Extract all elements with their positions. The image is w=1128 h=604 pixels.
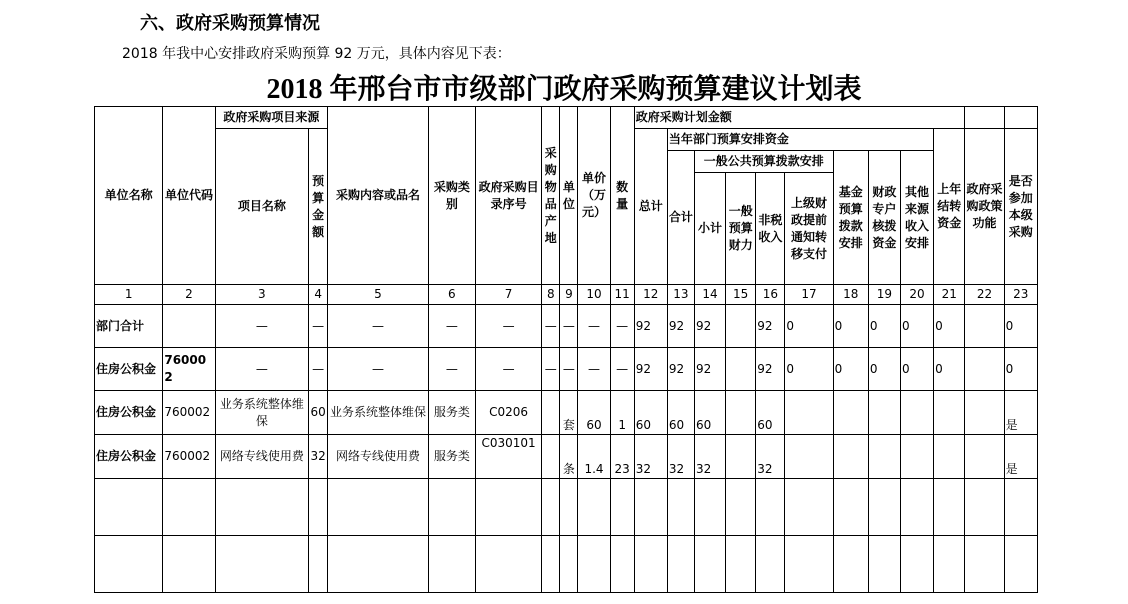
cell-non-tax: 92 [756, 348, 785, 391]
cell-policy [965, 305, 1004, 348]
empty-row [95, 536, 1038, 593]
empty-cell [328, 479, 429, 536]
cell-fund: 0 [833, 348, 868, 391]
cell-total: 32 [634, 435, 667, 479]
table-row [95, 305, 1038, 348]
empty-cell [934, 536, 965, 593]
empty-cell [785, 536, 833, 593]
empty-cell [900, 479, 933, 536]
table-row [95, 348, 1038, 391]
cell-project-name: 业务系统整体维保 [215, 391, 308, 435]
table-row [95, 435, 1038, 479]
cell-catalog: C030101 [475, 435, 541, 479]
cell-transfer: 0 [785, 305, 833, 348]
empty-cell [694, 479, 725, 536]
empty-row [95, 479, 1038, 536]
cell-unit: 条 [560, 435, 578, 479]
cell-budget: 32 [309, 435, 328, 479]
cell-fund [833, 435, 868, 479]
cell-other [900, 391, 933, 435]
empty-cell [95, 479, 163, 536]
empty-cell [756, 536, 785, 593]
empty-cell [667, 536, 694, 593]
cell-budget: — [309, 348, 328, 391]
column-number: 13 [667, 285, 694, 305]
cell-policy [965, 435, 1004, 479]
cell-general-fin [726, 435, 756, 479]
column-number: 18 [833, 285, 868, 305]
column-number: 21 [934, 285, 965, 305]
empty-cell [542, 536, 560, 593]
cell-general-fin [726, 391, 756, 435]
column-number: 2 [163, 285, 215, 305]
column-number: 10 [578, 285, 610, 305]
header-other-income: 其他来源收入安排 [900, 151, 933, 285]
empty-cell [475, 479, 541, 536]
empty-cell [726, 536, 756, 593]
section-heading: 六、政府采购预算情况 [140, 13, 320, 34]
column-number: 3 [215, 285, 308, 305]
cell-origin [542, 391, 560, 435]
cell-content: 网络专线使用费 [328, 435, 429, 479]
header-policy-function: 政府采购政策功能 [965, 129, 1004, 285]
cell-price: — [578, 348, 610, 391]
cell-carryover: 0 [934, 348, 965, 391]
cell-special [868, 391, 900, 435]
cell-non-tax: 32 [756, 435, 785, 479]
cell-qty: — [610, 305, 634, 348]
empty-cell [900, 536, 933, 593]
cell-unit-name: 住房公积金 [95, 391, 163, 435]
header-transfer: 上级财政提前通知转移支付 [785, 173, 833, 285]
header-budget-amount: 预算金额 [309, 129, 328, 285]
cell-origin: — [542, 305, 560, 348]
cell-central: 是 [1004, 435, 1037, 479]
cell-fund: 0 [833, 305, 868, 348]
cell-general-fin [726, 348, 756, 391]
header-unit-name: 单位名称 [95, 107, 163, 285]
cell-qty: 1 [610, 391, 634, 435]
cell-carryover [934, 391, 965, 435]
table-title: 2018 年邢台市市级部门政府采购预算建议计划表 [266, 74, 862, 105]
cell-other: 0 [900, 305, 933, 348]
cell-price: 60 [578, 391, 610, 435]
empty-cell [667, 479, 694, 536]
column-number: 1 [95, 285, 163, 305]
header-non-tax: 非税收入 [756, 173, 785, 285]
cell-general-fin [726, 305, 756, 348]
header-central-procurement: 是否参加本级采购 [1004, 129, 1037, 285]
empty-cell [868, 479, 900, 536]
column-number: 22 [965, 285, 1004, 305]
column-number: 6 [428, 285, 475, 305]
column-number: 8 [542, 285, 560, 305]
empty-cell [833, 479, 868, 536]
empty-cell [833, 536, 868, 593]
column-number-row [95, 285, 1038, 305]
cell-project-name: 网络专线使用费 [215, 435, 308, 479]
cell-subtotal: 92 [694, 305, 725, 348]
cell-budget: 60 [309, 391, 328, 435]
cell-category: 服务类 [428, 391, 475, 435]
empty-cell [560, 479, 578, 536]
header-general-budget-fin: 一般预算财力 [726, 173, 756, 285]
column-number: 9 [560, 285, 578, 305]
cell-carryover [934, 435, 965, 479]
header-project-source: 政府采购项目来源 [215, 107, 328, 129]
cell-unit-code: 760002 [163, 435, 215, 479]
empty-cell [309, 479, 328, 536]
cell-special: 0 [868, 348, 900, 391]
header-total: 总计 [634, 129, 667, 285]
column-number: 20 [900, 285, 933, 305]
cell-subtotal: 92 [694, 348, 725, 391]
column-number: 23 [1004, 285, 1037, 305]
header-content: 采购内容或品名 [328, 107, 429, 285]
empty-cell [726, 479, 756, 536]
cell-qty: 23 [610, 435, 634, 479]
header-quantity: 数量 [610, 107, 634, 285]
header-product-origin: 采购物品产地 [542, 107, 560, 285]
cell-budget: — [309, 305, 328, 348]
column-number: 14 [694, 285, 725, 305]
empty-cell [868, 536, 900, 593]
cell-transfer: 0 [785, 348, 833, 391]
cell-catalog: C0206 [475, 391, 541, 435]
column-number: 16 [756, 285, 785, 305]
empty-cell [756, 479, 785, 536]
cell-unit-code [163, 305, 215, 348]
header-subtotal: 小计 [694, 173, 725, 285]
empty-cell [475, 536, 541, 593]
empty-cell [634, 479, 667, 536]
cell-sum: 32 [667, 435, 694, 479]
cell-unit: — [560, 348, 578, 391]
empty-cell [610, 536, 634, 593]
cell-subtotal: 32 [694, 435, 725, 479]
cell-total: 92 [634, 305, 667, 348]
table-row [95, 391, 1038, 435]
empty-cell [215, 479, 308, 536]
header-carryover: 上年结转资金 [934, 129, 965, 285]
empty-cell [694, 536, 725, 593]
empty-cell [610, 479, 634, 536]
cell-unit: 套 [560, 391, 578, 435]
cell-policy [965, 391, 1004, 435]
empty-cell [785, 479, 833, 536]
empty-cell [428, 479, 475, 536]
header-unit-code: 单位代码 [163, 107, 215, 285]
cell-fund [833, 391, 868, 435]
empty-cell [215, 536, 308, 593]
empty-cell [309, 536, 328, 593]
header-current-year-funds: 当年部门预算安排资金 [667, 129, 933, 151]
empty-cell [965, 479, 1004, 536]
cell-origin [542, 435, 560, 479]
cell-price: — [578, 305, 610, 348]
empty-cell [1004, 479, 1037, 536]
cell-carryover: 0 [934, 305, 965, 348]
cell-qty: — [610, 348, 634, 391]
empty-cell [95, 536, 163, 593]
empty-cell [578, 479, 610, 536]
cell-unit-name: 住房公积金 [95, 348, 163, 391]
budget-table [94, 106, 1038, 593]
cell-other: 0 [900, 348, 933, 391]
column-number: 12 [634, 285, 667, 305]
cell-content: 业务系统整体维保 [328, 391, 429, 435]
empty-cell [934, 479, 965, 536]
header-project-name: 项目名称 [215, 129, 308, 285]
column-number: 5 [328, 285, 429, 305]
cell-catalog: — [475, 305, 541, 348]
column-number: 19 [868, 285, 900, 305]
header-fund-budget: 基金预算拨款安排 [833, 151, 868, 285]
cell-project-name: — [215, 348, 308, 391]
header-unit: 单位 [560, 107, 578, 285]
cell-transfer [785, 391, 833, 435]
cell-policy [965, 348, 1004, 391]
cell-category: 服务类 [428, 435, 475, 479]
empty-cell [1004, 536, 1037, 593]
cell-unit: — [560, 305, 578, 348]
cell-non-tax: 60 [756, 391, 785, 435]
intro-text: 2018 年我中心安排政府采购预算 92 万元，具体内容见下表： [122, 46, 511, 62]
cell-unit-code: 760002 [163, 348, 215, 391]
cell-other [900, 435, 933, 479]
cell-sum: 60 [667, 391, 694, 435]
header-unit-price: 单价（万元） [578, 107, 610, 285]
cell-total: 60 [634, 391, 667, 435]
cell-non-tax: 92 [756, 305, 785, 348]
cell-special [868, 435, 900, 479]
empty-cell [578, 536, 610, 593]
cell-sum: 92 [667, 348, 694, 391]
empty-cell [163, 479, 215, 536]
empty-cell [634, 536, 667, 593]
cell-sum: 92 [667, 305, 694, 348]
header-category: 采购类别 [428, 107, 475, 285]
header-subtotal-all: 合计 [667, 151, 694, 285]
cell-transfer [785, 435, 833, 479]
empty-cell [163, 536, 215, 593]
cell-central: 0 [1004, 348, 1037, 391]
empty-cell [560, 536, 578, 593]
cell-project-name: — [215, 305, 308, 348]
column-number: 15 [726, 285, 756, 305]
cell-unit-code: 760002 [163, 391, 215, 435]
column-number: 4 [309, 285, 328, 305]
cell-category: — [428, 305, 475, 348]
cell-content: — [328, 305, 429, 348]
empty-cell [328, 536, 429, 593]
cell-origin: — [542, 348, 560, 391]
header-general-budget: 一般公共预算拨款安排 [694, 151, 833, 173]
header-catalog-no: 政府采购目录序号 [475, 107, 541, 285]
cell-category: — [428, 348, 475, 391]
column-number: 11 [610, 285, 634, 305]
header-special-funds: 财政专户核拨资金 [868, 151, 900, 285]
cell-total: 92 [634, 348, 667, 391]
empty-cell [428, 536, 475, 593]
cell-special: 0 [868, 305, 900, 348]
cell-content: — [328, 348, 429, 391]
header-plan-amount: 政府采购计划金额 [634, 107, 965, 129]
cell-central: 0 [1004, 305, 1037, 348]
cell-subtotal: 60 [694, 391, 725, 435]
cell-unit-name: 部门合计 [95, 305, 163, 348]
empty-cell [542, 479, 560, 536]
cell-unit-name: 住房公积金 [95, 435, 163, 479]
cell-central: 是 [1004, 391, 1037, 435]
column-number: 7 [475, 285, 541, 305]
cell-catalog: — [475, 348, 541, 391]
empty-cell [965, 536, 1004, 593]
cell-price: 1.4 [578, 435, 610, 479]
column-number: 17 [785, 285, 833, 305]
